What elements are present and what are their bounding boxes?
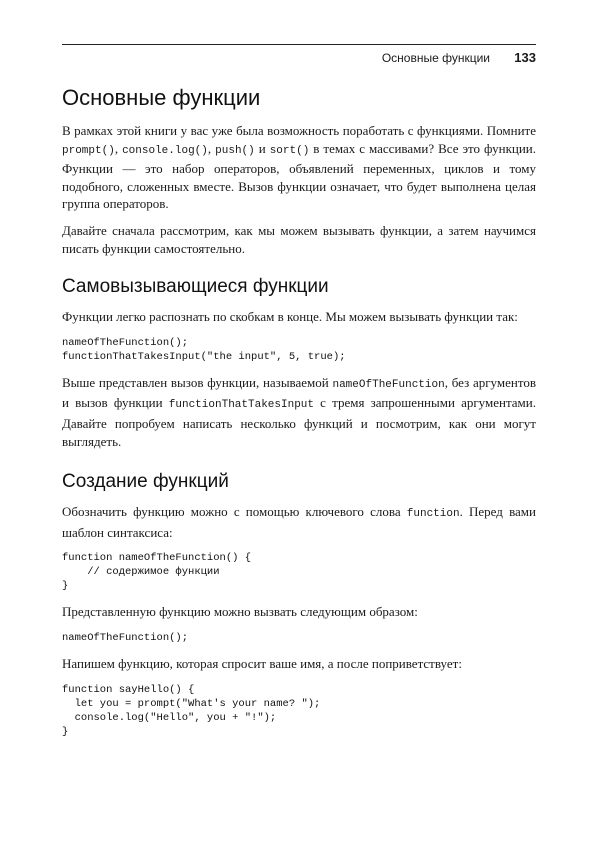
text-run: , [207,140,216,156]
text-run: Обозначить функцию можно с помощью ключевого слова [62,504,407,520]
inline-code-console-log: console.log() [122,144,208,157]
code-line: } [62,725,69,738]
section-heading-self-invoking: Самовызывающиеся функции [62,276,329,298]
running-header [62,44,536,67]
code-line: functionThatTakesInput("the input", 5, true); [62,350,346,363]
text-run: . Перед вами шаблон синтаксиса: [62,504,536,540]
code-block-function-template [62,551,536,593]
paragraph-intro [62,122,536,213]
page-content [62,84,536,749]
code-line: console.log("Hello", you + "!"); [62,711,277,724]
inline-code-function-that-takes-input: functionThatTakesInput [168,399,315,412]
paragraph-call-it: Представленную функцию можно вызвать следующим образом: [62,604,418,620]
book-page [62,0,536,848]
paragraph-call-explanation [62,374,536,450]
paragraph-plan: Давайте сначала рассмотрим, как мы можем вызывать функции, а затем научимся писать функции самостоятельно. [62,222,536,256]
inline-code-function-keyword: function [406,508,460,521]
code-line: function sayHello() { [62,683,195,696]
page-number: 133 [514,50,536,65]
text-run: , без аргументов и вызов функции [62,374,536,411]
section-heading-creating-functions: Создание функций [62,471,229,493]
code-line: nameOfTheFunction(); [62,631,189,644]
paragraph-say-hello-intro: Напишем функцию, которая спросит ваше имя, а после поприветствует: [62,655,462,671]
text-run: в темах с массивами? Все это функции. Функции — это набор операторов, объявлений переменных, циклов и тому подобного, сложенных вместе. Вызов функции означает, что будет выполнена целая группа операторов. [62,140,537,212]
paragraph-keyword-function [62,503,536,541]
inline-code-sort: sort() [269,144,310,157]
inline-code-push: push() [215,144,255,157]
code-block-say-hello [62,683,536,739]
code-line: nameOfTheFunction(); [62,336,189,349]
section-heading-basic-functions: Основные функции [62,85,261,110]
header-chapter-title: Основные функции [381,51,490,65]
paragraph-recognize-functions: Функции легко распознать по скобкам в конце. Мы можем вызывать функции так: [62,309,518,325]
code-block-function-calls [62,336,536,364]
inline-code-name-of-the-function: nameOfTheFunction [332,378,445,391]
text-run: Выше представлен вызов функции, называемой [62,374,333,390]
code-block-call-function [62,631,536,645]
inline-code-prompt: prompt() [62,144,115,157]
text-run: и [254,140,270,156]
text-run: , [114,140,123,156]
text-run: с тремя запрошенными аргументами. Давайте попробуем написать несколько функций и посмотрим, как они могут выглядеть. [62,395,536,449]
text-run: В рамках этой книги у вас уже была возможность поработать с функциями. Помните [62,123,536,138]
code-line: let you = prompt("What's your name? "); [62,697,321,710]
code-line: function nameOfTheFunction() { [62,552,252,565]
code-line: // содержимое функции [62,566,220,579]
code-line: } [62,580,69,593]
